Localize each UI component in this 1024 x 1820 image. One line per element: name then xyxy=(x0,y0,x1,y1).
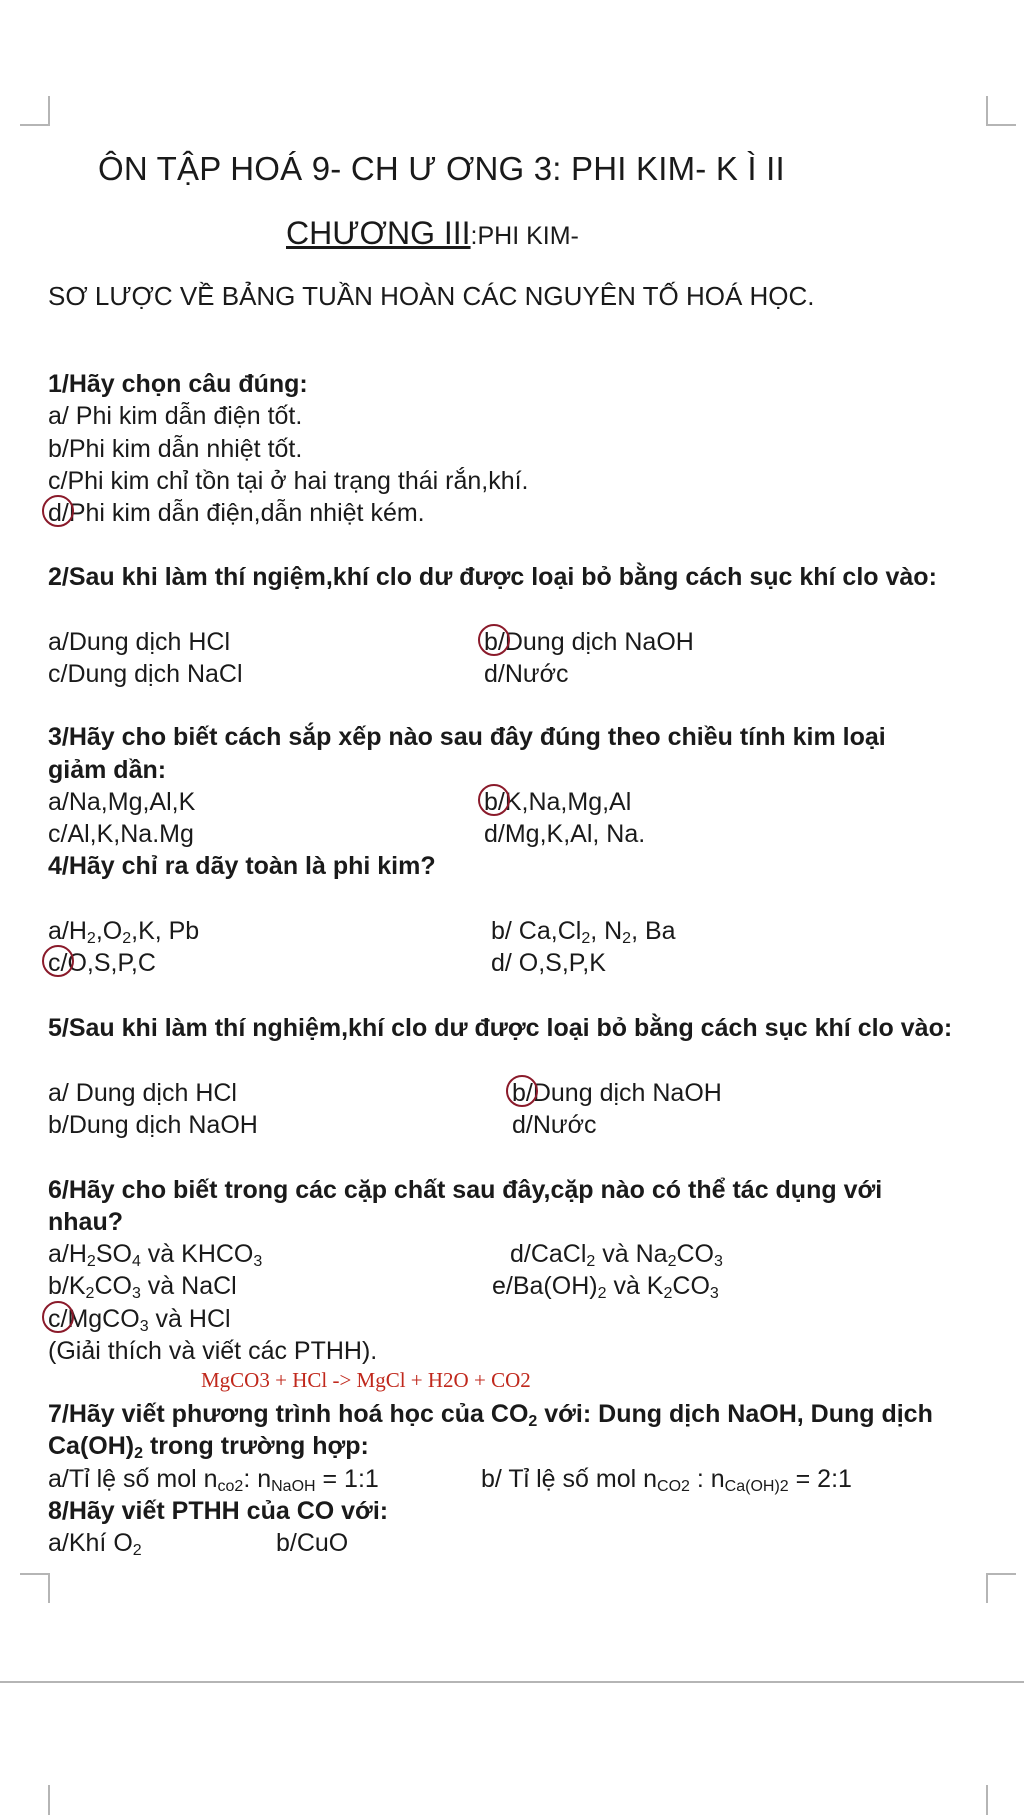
q3-option-b-text: /K,Na,Mg,Al xyxy=(497,788,632,816)
crop-mark-bottom-right xyxy=(986,1573,1016,1603)
q4-option-c xyxy=(48,948,156,978)
q1-question: 1/Hãy chọn câu đúng: xyxy=(48,370,308,398)
q2-option-a: a/Dung dịch HCl xyxy=(48,628,231,656)
q8-question: 8/Hãy viết PTHH của CO với: xyxy=(48,1497,389,1525)
q1-option-a: a/ Phi kim dẫn điện tốt. xyxy=(48,402,303,430)
q3-option-a: a/Na,Mg,Al,K xyxy=(48,788,196,816)
q5-option-b-text: /Dung dịch NaOH xyxy=(525,1079,722,1107)
q2-option-c: c/Dung dịch NaCl xyxy=(48,660,243,688)
q8-option-b: b/CuO xyxy=(276,1529,349,1557)
answer-circle-mark: b xyxy=(484,788,498,816)
q6-option-d: d/CaCl$_2$ và $Na_2CO_3$ xyxy=(510,1240,723,1270)
q4-option-c-text: /O,S,P,C xyxy=(60,949,156,977)
q1-option-d-text: /Phi kim dẫn điện,dẫn nhiệt kém. xyxy=(61,499,425,527)
q6-option-b: $b/K_2CO_3$ và NaCl xyxy=(48,1272,237,1302)
q6-question-line2: nhau? xyxy=(48,1208,123,1236)
q4-question: 4/Hãy chỉ ra dãy toàn là phi kim? xyxy=(48,852,436,880)
q5-option-b2: b/Dung dịch NaOH xyxy=(48,1111,258,1139)
q3-option-d: d/Mg,K,Al, Na. xyxy=(484,820,646,848)
q6-explain: (Giải thích và viết các PTHH). xyxy=(48,1337,378,1365)
q7-question-line1: 7/Hãy viết phương trình hoá học của $CO_2$ với: Dung dịch NaOH, Dung dịch xyxy=(48,1400,933,1430)
q7-question-line2: $Ca(OH)_2$ trong trường hợp: xyxy=(48,1432,369,1462)
q4-option-d: d/ O,S,P,K xyxy=(491,949,606,977)
section-heading: SƠ LƯỢC VỀ BẢNG TUẦN HOÀN CÁC NGUYÊN TỐ HOÁ HỌC. xyxy=(48,281,815,311)
crop-mark-bottom-left xyxy=(20,1573,50,1603)
chapter-suffix: :PHI KIM- xyxy=(470,222,579,250)
q3-question-line1: 3/Hãy cho biết cách sắp xếp nào sau đây đúng theo chiều tính kim loại xyxy=(48,723,886,751)
q2-option-d: d/Nước xyxy=(484,660,569,688)
chapter-label: CHƯƠNG III xyxy=(286,215,471,251)
q2-option-b xyxy=(484,627,694,657)
answer-circle-mark: d xyxy=(48,499,62,527)
q7-option-b: b/ Tỉ lệ số mol $n_{CO2}$ : $n_{Ca(OH)2}$ = 2:1 xyxy=(481,1465,852,1495)
q5-option-b xyxy=(512,1078,722,1108)
q6-option-a: $a/H_2SO_4$ và $KHCO_3$ xyxy=(48,1240,263,1270)
q5-question: 5/Sau khi làm thí nghiệm,khí clo dư được loại bỏ bằng cách sục khí clo vào: xyxy=(48,1014,953,1042)
q1-option-c: c/Phi kim chỉ tồn tại ở hai trạng thái rắn,khí. xyxy=(48,467,529,495)
answer-circle-mark: b xyxy=(484,628,498,656)
q7-option-a: a/Tỉ lệ số mol $n_{co2}$: $n_{NaOH}$ = 1:1 xyxy=(48,1465,379,1495)
crop-mark-next-page-right xyxy=(986,1785,1016,1815)
answer-circle-mark: b xyxy=(512,1079,526,1107)
q1-option-d xyxy=(48,498,425,528)
document-title: ÔN TẬP HOÁ 9- CH Ư ƠNG 3: PHI KIM- K Ì II xyxy=(98,150,785,187)
q6-option-e: $e/Ba(OH)_2$ và $K_2CO_3$ xyxy=(492,1272,719,1302)
q2-option-b-text: /Dung dịch NaOH xyxy=(497,628,694,656)
crop-mark-top-right xyxy=(986,96,1016,126)
q6-option-c: c/MgCO$_3$ và HCl xyxy=(48,1305,231,1335)
q3-question-line2: giảm dần: xyxy=(48,756,167,784)
q5-option-a: a/ Dung dịch HCl xyxy=(48,1079,237,1107)
handwritten-equation: MgCO3 + HCl -> MgCl + H2O + CO2 xyxy=(201,1368,531,1392)
page-break-line xyxy=(0,1681,1024,1683)
answer-circle-mark: c xyxy=(48,1305,61,1333)
q5-option-d: d/Nước xyxy=(512,1111,597,1139)
q4-option-a: $a/H_2,O_2,K$, Pb xyxy=(48,917,200,947)
q2-question: 2/Sau khi làm thí ngiệm,khí clo dư được loại bỏ bằng cách sục khí clo vào: xyxy=(48,563,937,591)
q4-option-b: b/ $Ca,Cl_2$, $N_2$, Ba xyxy=(491,917,676,947)
q8-option-a: a/Khí $O_2$ xyxy=(48,1529,142,1559)
answer-circle-mark: c xyxy=(48,949,61,977)
q6-question-line1: 6/Hãy cho biết trong các cặp chất sau đây,cặp nào có thể tác dụng với xyxy=(48,1176,883,1204)
crop-mark-top-left xyxy=(20,96,50,126)
chapter-heading xyxy=(286,215,579,252)
q3-option-c: c/Al,K,Na.Mg xyxy=(48,820,194,848)
q3-option-b xyxy=(484,787,631,817)
crop-mark-next-page-left xyxy=(20,1785,50,1815)
q1-option-b: b/Phi kim dẫn nhiệt tốt. xyxy=(48,435,303,463)
